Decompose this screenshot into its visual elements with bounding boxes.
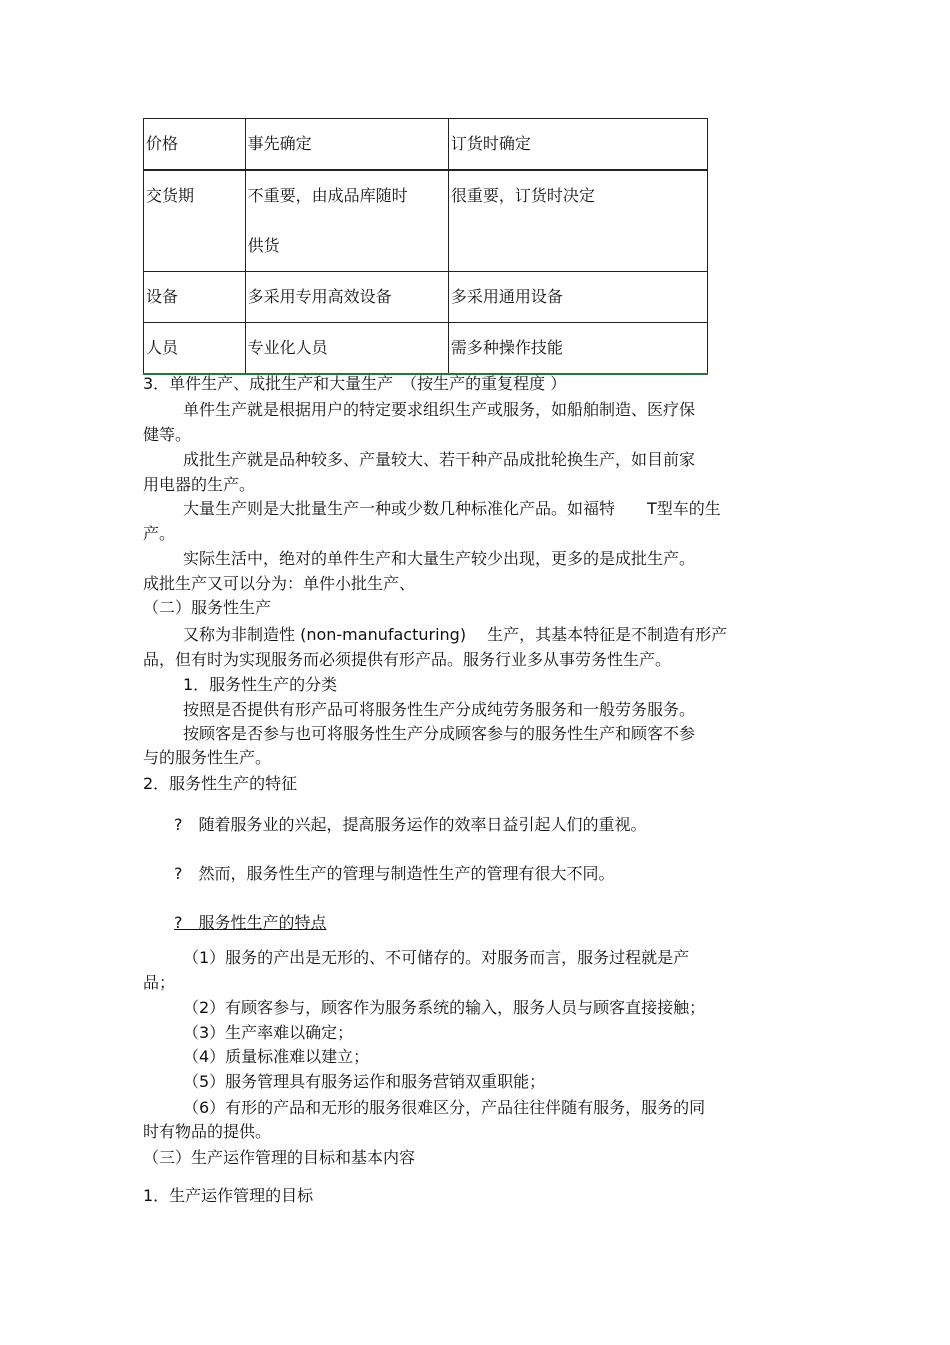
- paragraph-line: 用电器的生产。: [143, 475, 256, 494]
- table-cell: 设备: [144, 272, 246, 323]
- subsection-heading: 1．服务性生产的分类: [183, 675, 338, 694]
- list-item-continued: 品；: [143, 973, 176, 992]
- paragraph-line: 单件生产就是根据用户的特定要求组织生产或服务，如船舶制造、医疗保: [183, 400, 696, 419]
- section-heading: （二）服务性生产: [143, 598, 272, 617]
- subsection-heading: 2．服务性生产的特征: [143, 774, 298, 793]
- paragraph-line: 按照是否提供有形产品可将服务性生产分成纯劳务服务和一般劳务服务。: [183, 700, 696, 719]
- cell-line: 不重要，由成品库随时: [247, 186, 408, 205]
- paragraph-line: 产。: [143, 524, 176, 543]
- table-cell: 专业化人员: [245, 323, 448, 375]
- subsection-heading: 1．生产运作管理的目标: [143, 1186, 314, 1205]
- list-item: （2）有顾客参与，顾客作为服务系统的输入，服务人员与顾客直接接触；: [183, 998, 706, 1017]
- table-cell: 订货时确定: [448, 119, 707, 171]
- table-row: [144, 170, 708, 272]
- comparison-table: [143, 118, 708, 375]
- table-row: [144, 119, 708, 171]
- table-cell: 需多种操作技能: [448, 323, 707, 375]
- bullet-item: ? 然而，服务性生产的管理与制造性生产的管理有很大不同。: [174, 864, 615, 883]
- table-cell: 事先确定: [245, 119, 448, 171]
- table-cell: 多采用通用设备: [448, 272, 707, 323]
- table-cell: 多采用专用高效设备: [245, 272, 448, 323]
- table-cell: 价格: [144, 119, 246, 171]
- paragraph-line: 品，但有时为实现服务而必须提供有形产品。服务行业多从事劳务性生产。: [143, 650, 672, 669]
- paragraph-line: 实际生活中，绝对的单件生产和大量生产较少出现，更多的是成批生产。: [183, 549, 696, 568]
- list-item: （5）服务管理具有服务运作和服务营销双重职能；: [183, 1072, 546, 1091]
- paragraph-line: 与的服务性生产。: [143, 748, 272, 767]
- bullet-item: ? 随着服务业的兴起，提高服务运作的效率日益引起人们的重视。: [174, 815, 647, 834]
- bullet-item: ? 服务性生产的特点: [174, 913, 327, 932]
- list-item: （4）质量标准难以建立；: [183, 1047, 370, 1066]
- table-cell: [245, 170, 448, 272]
- paragraph-line: 成批生产就是品种较多、产量较大、若干种产品成批轮换生产，如目前家: [183, 450, 696, 469]
- section-heading: （三）生产运作管理的目标和基本内容: [143, 1148, 416, 1167]
- paragraph-line: 成批生产又可以分为：单件小批生产、: [143, 574, 416, 593]
- list-item-continued: 时有物品的提供。: [143, 1122, 272, 1141]
- paragraph-line: 按顾客是否参与也可将服务性生产分成顾客参与的服务性生产和顾客不参: [183, 724, 696, 743]
- paragraph-line: 又称为非制造性 (non-manufacturing) 生产，其基本特征是不制造有形产: [183, 625, 728, 644]
- section-heading: 3．单件生产、成批生产和大量生产 （按生产的重复程度 ）: [143, 374, 567, 393]
- cell-line: 供货: [247, 236, 280, 255]
- list-item: （3）生产率难以确定；: [183, 1023, 354, 1042]
- paragraph-line: 健等。: [143, 425, 192, 444]
- table-cell: 很重要，订货时决定: [448, 170, 707, 272]
- table-row: [144, 272, 708, 323]
- list-item: （1）服务的产出是无形的、不可储存的。对服务而言，服务过程就是产: [183, 948, 690, 967]
- paragraph-line: 大量生产则是大批量生产一种或少数几种标准化产品。如福特 T型车的生: [183, 499, 721, 518]
- table-cell: 交货期: [144, 170, 246, 272]
- list-item: （6）有形的产品和无形的服务很难区分，产品往往伴随有服务，服务的同: [183, 1098, 706, 1117]
- table-cell: 人员: [144, 323, 246, 375]
- table-row: [144, 323, 708, 375]
